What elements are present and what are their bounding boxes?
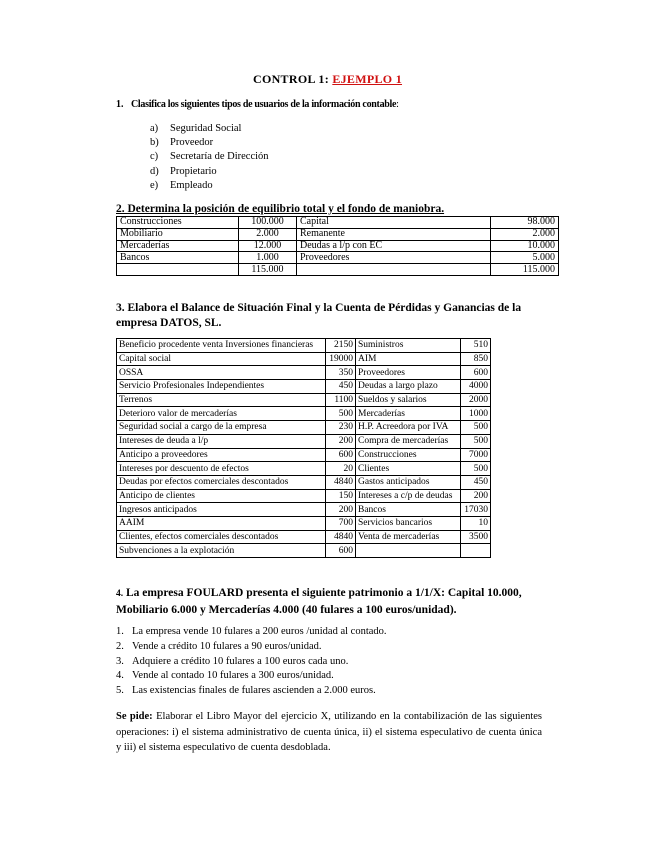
list-item (150, 136, 269, 150)
table-cell: 12.000 (239, 240, 297, 252)
table-cell: 600 (461, 366, 491, 380)
question-3-heading: 3. Elabora el Balance de Situación Final y la Cuenta de Pérdidas y Ganancias de la empresa DATOS, SL. (116, 302, 522, 329)
table-cell: Clientes, efectos comerciales descontados (117, 530, 326, 544)
table-cell: 10.000 (491, 240, 559, 252)
question-4-heading (116, 586, 546, 618)
table-cell: 700 (326, 516, 356, 530)
table-cell: Construcciones (356, 448, 461, 462)
table-cell: 500 (461, 434, 491, 448)
table-cell: 98.000 (491, 217, 559, 229)
list-item (116, 655, 387, 670)
list-item (150, 165, 269, 179)
table-cell: Gastos anticipados (356, 475, 461, 489)
table-cell: Servicio Profesionales Independientes (117, 380, 326, 394)
table-cell (356, 544, 461, 558)
list-text: Propietario (170, 165, 217, 177)
list-letter: c) (150, 151, 159, 163)
table-cell: Construcciones (117, 217, 239, 229)
task-text: Elaborar el Libro Mayor del ejercicio X, utilizando en la contabilización de las siguientes operaciones: i) el sistema administrativo de cuenta única, ii) el sistema especulativo de cuenta única y iii) el sistema especulativo de cuenta desdoblada. (116, 711, 542, 753)
table-row (117, 448, 491, 462)
table-cell: Remanente (297, 228, 491, 240)
question-1-colon: : (396, 99, 399, 110)
table-cell: 200 (326, 434, 356, 448)
list-text: Seguridad Social (170, 123, 242, 134)
table-cell: Venta de mercaderías (356, 530, 461, 544)
table-cell: 3500 (461, 530, 491, 544)
question-1-number: 1. (116, 99, 124, 110)
table-cell: AIM (356, 352, 461, 366)
question-2-heading: 2. Determina la posición de equilibrio total y el fondo de maniobra. (116, 203, 445, 215)
table-cell: OSSA (117, 366, 326, 380)
table-cell: Deudas a largo plazo (356, 380, 461, 394)
list-letter: e) (150, 179, 159, 191)
list-item (150, 150, 269, 164)
list-letter: a) (150, 123, 159, 134)
list-item (116, 625, 387, 640)
table-cell: Mercaderías (356, 407, 461, 421)
balance-table-q2 (116, 216, 559, 276)
table-row (117, 352, 491, 366)
table-cell: Proveedores (297, 252, 491, 264)
table-cell: 600 (326, 544, 356, 558)
table-cell: Anticipo de clientes (117, 489, 326, 503)
table-cell: Proveedores (356, 366, 461, 380)
table-cell: Deudas a l/p con EC (297, 240, 491, 252)
table-cell: 115.000 (239, 264, 297, 276)
list-number: 4. (116, 670, 124, 682)
table-cell: Seguridad social a cargo de la empresa (117, 421, 326, 435)
list-item (150, 179, 269, 193)
table-row (117, 516, 491, 530)
table-cell: 1100 (326, 393, 356, 407)
table-cell: Terrenos (117, 393, 326, 407)
list-text: Secretaría de Dirección (170, 151, 269, 163)
table-cell: 850 (461, 352, 491, 366)
list-letter: d) (150, 165, 159, 177)
table-cell: 500 (461, 421, 491, 435)
table-cell: Deterioro valor de mercaderías (117, 407, 326, 421)
table-cell: Intereses de deuda a l/p (117, 434, 326, 448)
list-number: 1. (116, 626, 124, 637)
table-cell: Mercaderías (117, 240, 239, 252)
list-item (116, 640, 387, 655)
table-cell: Clientes (356, 462, 461, 476)
table-cell: Mobiliario (117, 228, 239, 240)
list-text: Vende a crédito 10 fulares a 90 euros/unidad. (132, 640, 322, 652)
table-row (117, 228, 559, 240)
table-row (117, 264, 559, 276)
list-item (150, 122, 269, 136)
table-cell: 100.000 (239, 217, 297, 229)
table-row (117, 407, 491, 421)
table-cell: 115.000 (491, 264, 559, 276)
table-cell: 2.000 (491, 228, 559, 240)
table-cell: 450 (326, 380, 356, 394)
question-1-text: Clasifica los siguientes tipos de usuarios de la información contable (131, 99, 397, 110)
table-cell: 200 (326, 503, 356, 517)
list-text: Empleado (170, 179, 213, 191)
table-row (117, 530, 491, 544)
table-row (117, 252, 559, 264)
table-cell: Beneficio procedente venta Inversiones financieras (117, 339, 326, 353)
table-cell: 5.000 (491, 252, 559, 264)
table-cell (297, 264, 491, 276)
table-cell: 150 (326, 489, 356, 503)
question-1 (116, 99, 399, 110)
list-text: La empresa vende 10 fulares a 200 euros /unidad al contado. (132, 626, 387, 637)
list-item (116, 684, 387, 699)
table-row (117, 380, 491, 394)
table-cell: Suministros (356, 339, 461, 353)
table-cell: Ingresos anticipados (117, 503, 326, 517)
accounts-table-q3 (116, 338, 491, 558)
list-number: 2. (116, 640, 124, 652)
table-row (117, 475, 491, 489)
table-cell: Bancos (356, 503, 461, 517)
list-letter: b) (150, 137, 159, 149)
table-row (117, 462, 491, 476)
table-cell: 200 (461, 489, 491, 503)
table-cell: Compra de mercaderías (356, 434, 461, 448)
table-cell: 510 (461, 339, 491, 353)
table-cell: 19000 (326, 352, 356, 366)
user-type-list (150, 122, 269, 193)
table-row (117, 503, 491, 517)
table-cell: 230 (326, 421, 356, 435)
list-item (116, 669, 387, 684)
table-cell: Deudas por efectos comerciales descontados (117, 475, 326, 489)
table-row (117, 421, 491, 435)
table-cell: 2000 (461, 393, 491, 407)
list-number: 3. (116, 655, 124, 667)
task-statement (116, 709, 542, 756)
table-row (117, 240, 559, 252)
list-text: Las existencias finales de fulares ascienden a 2.000 euros. (132, 685, 376, 697)
table-cell: Intereses por descuento de efectos (117, 462, 326, 476)
table-cell: Capital (297, 217, 491, 229)
table-row (117, 366, 491, 380)
operations-list (116, 625, 387, 699)
question-4-text: La empresa FOULARD presenta el siguiente patrimonio a 1/1/X: Capital 10.000, Mobiliario 6.000 y Mercaderías 4.000 (40 fulares a 100 euros/unidad). (116, 587, 522, 616)
table-cell: 500 (326, 407, 356, 421)
table-cell: 1000 (461, 407, 491, 421)
table-row (117, 434, 491, 448)
list-number: 5. (116, 685, 124, 697)
table-cell: 1.000 (239, 252, 297, 264)
table-cell: 20 (326, 462, 356, 476)
table-cell: Subvenciones a la explotación (117, 544, 326, 558)
table-row (117, 544, 491, 558)
table-cell: 350 (326, 366, 356, 380)
table-cell: 4840 (326, 530, 356, 544)
table-cell: 10 (461, 516, 491, 530)
table-cell: 500 (461, 462, 491, 476)
table-cell (117, 264, 239, 276)
table-row (117, 339, 491, 353)
title-highlight: EJEMPLO 1 (332, 72, 403, 86)
list-text: Adquiere a crédito 10 fulares a 100 euros cada uno. (132, 655, 349, 667)
table-cell: Sueldos y salarios (356, 393, 461, 407)
table-cell: 450 (461, 475, 491, 489)
table-cell: 2150 (326, 339, 356, 353)
task-label: Se pide: (116, 711, 153, 722)
table-row (117, 393, 491, 407)
table-row (117, 489, 491, 503)
table-cell: 4840 (326, 475, 356, 489)
page-title (0, 72, 655, 87)
list-text: Vende al contado 10 fulares a 300 euros/unidad. (132, 670, 334, 682)
table-cell: Bancos (117, 252, 239, 264)
table-row (117, 217, 559, 229)
table-cell: Capital social (117, 352, 326, 366)
question-4-number: 4. (116, 589, 124, 599)
table-cell: AAIM (117, 516, 326, 530)
list-text: Proveedor (170, 137, 214, 149)
table-cell: 7000 (461, 448, 491, 462)
table-cell: 4000 (461, 380, 491, 394)
table-cell: 2.000 (239, 228, 297, 240)
table-cell: H.P. Acreedora por IVA (356, 421, 461, 435)
table-cell: 17030 (461, 503, 491, 517)
table-cell: Anticipo a proveedores (117, 448, 326, 462)
title-prefix: CONTROL 1: (252, 72, 329, 86)
table-cell (461, 544, 491, 558)
table-cell: Intereses a c/p de deudas (356, 489, 461, 503)
table-cell: 600 (326, 448, 356, 462)
table-cell: Servicios bancarios (356, 516, 461, 530)
